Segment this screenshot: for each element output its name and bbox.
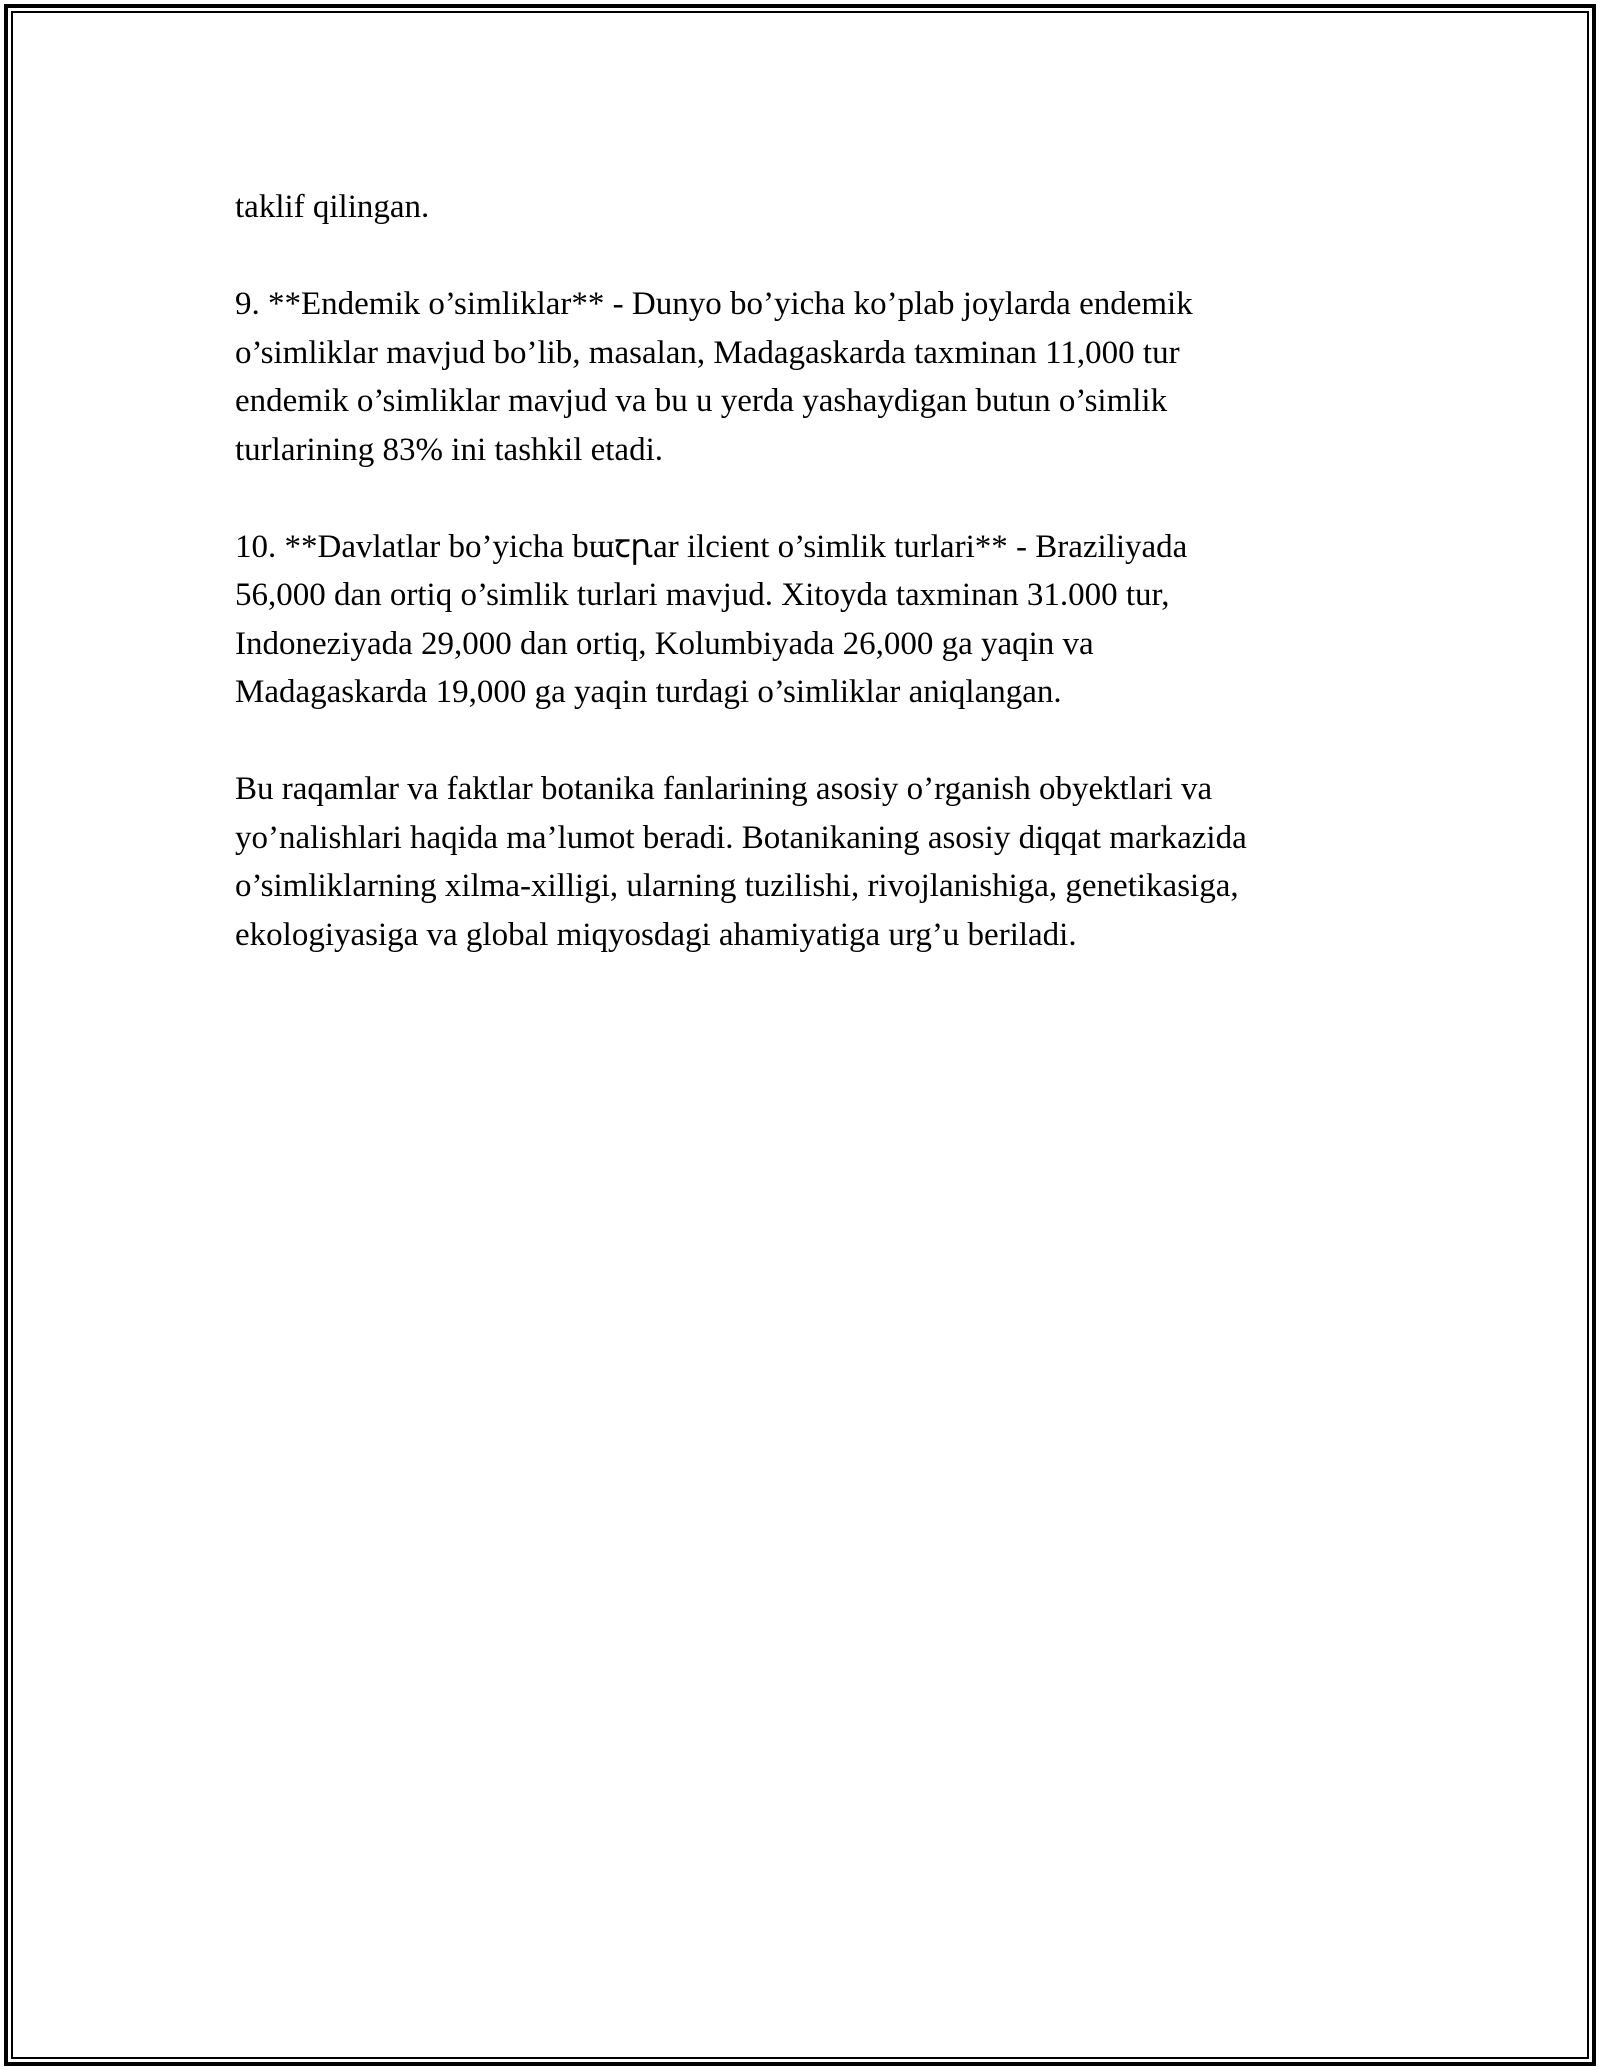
paragraph-item-10-plant-species-by-country: 10. **Davlatlar bo’yicha bɯꞇꞃar ilcient o’simlik turlari** - Braziliyada 56,000 dan ortiq o’simlik turlari mavjud. Xitoyda taxminan 31.000 tur, Indoneziyada 29,000 dan ortiq, Kolumbiyada 26,000 ga yaqin va Madagaskarda 19,000 ga yaqin turdagi o’simliklar aniqlangan.	[235, 528, 1188, 710]
document-body	[235, 183, 1415, 1008]
paragraph-item-9-endemic-plants: 9. **Endemik o’simliklar** - Dunyo bo’yicha ko’plab joylarda endemik o’simliklar mavjud bo’lib, masalan, Madagaskarda taxminan 11,000 tur endemik o’simliklar mavjud va bu u yerda yashaydigan butun o’simlik turlarining 83% ini tashkil etadi.	[235, 286, 1193, 468]
paragraph-continuation: taklif qilingan.	[235, 189, 430, 225]
paragraph-conclusion: Bu raqamlar va faktlar botanika fanlarining asosiy o’rganish obyektlari va yo’nalishlari haqida ma’lumot beradi. Botanikaning asosiy diqqat markazida o’simliklarning xilma-xilligi, ularning tuzilishi, rivojlanishiga, genetikasiga, ekologiyasiga va global miqyosdagi ahamiyatiga urg’u beriladi.	[235, 771, 1247, 953]
